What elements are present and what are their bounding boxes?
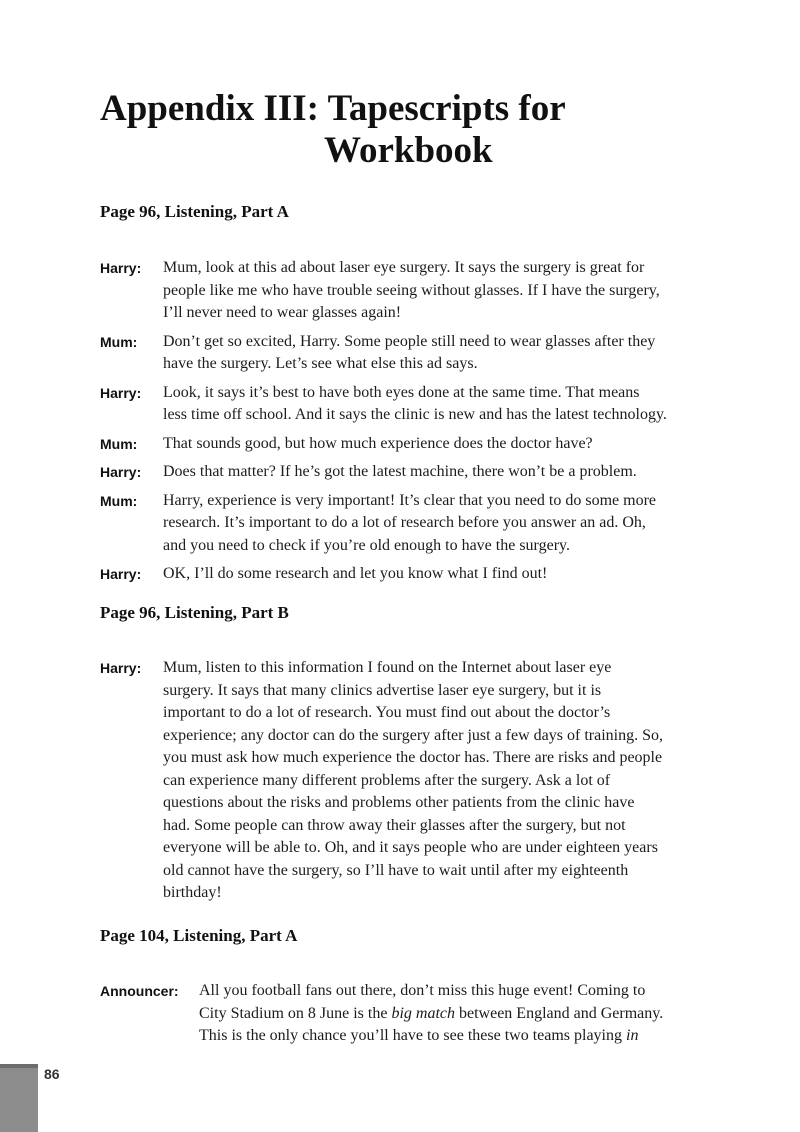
speech-text	[163, 433, 720, 456]
speaker-label: Harry:	[100, 464, 142, 480]
speech-fragment: City Stadium on 8 June is the	[199, 1004, 392, 1022]
speech-line: experience; any doctor can do the surgery after just a few days of training. So,	[163, 726, 663, 744]
page-title	[100, 88, 700, 172]
section-page-104	[100, 926, 720, 1054]
speech-text	[163, 490, 720, 558]
section-heading: Page 104, Listening, Part A	[100, 926, 298, 945]
speech-text	[163, 382, 720, 427]
page-number: 86	[44, 1066, 60, 1082]
title-line-2: Workbook	[324, 130, 493, 171]
speech-line: Does that matter? If he’s got the latest machine, there won’t be a problem.	[163, 463, 637, 480]
speech-text	[163, 331, 720, 376]
speech-text	[199, 980, 720, 1048]
speech-fragment: This is the only chance you’ll have to see these two teams playing	[199, 1027, 626, 1044]
speech-text	[163, 257, 720, 325]
speech-line: you must ask how much experience the doctor has. There are risks and people	[163, 749, 663, 766]
speaker-label: Harry:	[100, 660, 142, 676]
speaker-label: Harry:	[100, 566, 142, 582]
speech-line: research. It’s important to do a lot of research before you answer an ad. Oh,	[163, 514, 646, 531]
speech-line: Mum, look at this ad about laser eye surgery. It says the surgery is great for	[163, 259, 645, 276]
speech-line: old cannot have the surgery, so I’ll have to wait until after my eighteenth	[163, 861, 629, 879]
speech-line	[199, 1003, 720, 1026]
speech-line: I’ll never need to wear glasses again!	[163, 304, 402, 321]
speech-line: people like me who have trouble seeing without glasses. If I have the surgery,	[163, 281, 660, 299]
speech-line: Don’t get so excited, Harry. Some people still need to wear glasses after they	[163, 332, 656, 350]
dialogue-turn	[100, 382, 720, 427]
speech-line: That sounds good, but how much experience does the doctor have?	[163, 434, 593, 452]
speaker-label: Mum:	[100, 333, 138, 350]
title-line-1: Appendix III: Tapescripts for	[100, 88, 566, 129]
speaker-label: Mum:	[100, 435, 138, 452]
speech-line: questions about the risks and problems other patients from the clinic have	[163, 794, 635, 811]
dialogue-turn	[100, 657, 720, 905]
speech-line: have the surgery. Let’s see what else this ad says.	[163, 355, 478, 372]
dialogue	[100, 257, 720, 586]
page-tab	[0, 1064, 38, 1132]
speaker-label: Harry:	[100, 384, 142, 401]
speech-line: surgery. It says that many clinics advertise laser eye surgery, but it is	[163, 681, 602, 699]
speech-line: and you need to check if you’re old enough to have the surgery.	[163, 536, 570, 554]
dialogue	[100, 657, 720, 905]
speech-line: OK, I’ll do some research and let you know what I find out!	[163, 565, 548, 582]
speech-line: Mum, listen to this information I found on the Internet about laser eye	[163, 659, 612, 676]
dialogue-turn	[100, 980, 720, 1048]
speech-line	[199, 1025, 720, 1048]
dialogue-turn	[100, 563, 720, 586]
section-part-b	[100, 603, 720, 911]
speech-line: Look, it says it’s best to have both eyes done at the same time. That means	[163, 383, 640, 401]
speech-text	[163, 461, 720, 484]
section-part-a	[100, 202, 720, 592]
dialogue-turn	[100, 257, 720, 325]
speech-line: can experience many different problems after the surgery. Ask a lot of	[163, 771, 611, 789]
speaker-label: Harry:	[100, 260, 142, 276]
page-tab-edge	[0, 1064, 38, 1068]
speech-text	[163, 657, 720, 905]
speech-line: important to do a lot of research. You must find out about the doctor’s	[163, 704, 611, 721]
speech-line: everyone will be able to. Oh, and it says people who are under eighteen years	[163, 839, 658, 856]
speaker-label: Mum:	[100, 492, 138, 509]
speaker-label: Announcer:	[100, 983, 179, 999]
section-heading: Page 96, Listening, Part A	[100, 202, 289, 221]
speech-fragment: between England and Germany.	[455, 1004, 664, 1022]
section-heading: Page 96, Listening, Part B	[100, 603, 289, 622]
dialogue-turn	[100, 490, 720, 558]
speech-line: birthday!	[163, 884, 222, 901]
speech-line: Harry, experience is very important! It’s clear that you need to do some more	[163, 491, 657, 509]
speech-line: had. Some people can throw away their glasses after the surgery, but not	[163, 816, 626, 834]
dialogue-turn	[100, 331, 720, 376]
emphasis-text: big match	[391, 1004, 455, 1022]
speech-line: less time off school. And it says the clinic is new and has the latest technology.	[163, 406, 667, 423]
emphasis-text: in	[626, 1027, 639, 1044]
speech-text	[163, 563, 720, 586]
dialogue-turn	[100, 461, 720, 484]
speech-line: All you football fans out there, don’t miss this huge event! Coming to	[199, 982, 646, 999]
dialogue-turn	[100, 433, 720, 456]
